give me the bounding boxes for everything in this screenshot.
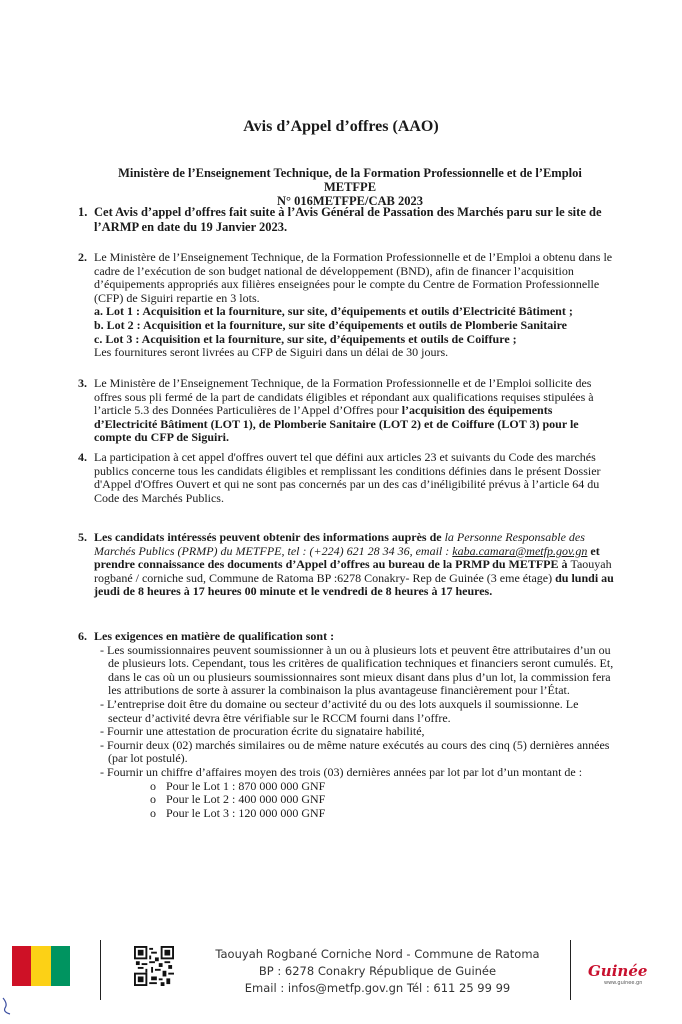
section-number: 1. [78,205,88,219]
section-text: Cet Avis d’appel d’offres fait suite à l’Avis Général de Passation des Marchés paru sur le site de l’ARMP en date du 19 Janvier 2023. [94,205,602,234]
requirement-item: - L’entreprise doit être du domaine ou secteur d’activité du ou des lots auxquels il soumissionne. Le secteur d’activité devra être vérifiable sur le RCCM fourni dans l’offre. [100,696,579,725]
guinee-logo: Guinée [588,962,648,980]
section-number: 3. [78,376,87,390]
requirement-item: - Les soumissionnaires peuvent soumissionner à un ou à plusieurs lots et peuvent être attributaires d’un ou de plusieurs lots. Cependant, tous les critères de qualification techniques et financiers seront cumulés. Et, dans le cas où un ou plusieurs soumissionnaires sont mieux disant dans plus d’un lot, la commission fera les attributions de sorte à assurer la combinaison la plus avantageuse financièrement pour l’État. [100,642,614,698]
amount-item: o Pour le Lot 3 : 120 000 000 GNF [150,805,326,820]
footer-address-line: Taouyah Rogbané Corniche Nord - Commune de Ratoma [215,947,540,961]
section-4 [78,450,614,505]
section-number: 2. [78,250,87,264]
ministry-acronym: METFPE [323,180,377,194]
section-heading: Les exigences en matière de qualification sont : [94,629,335,643]
section-text: Le Ministère de l’Enseignement Technique, de la Formation Professionnelle et de l’Emploi sollicite des offres sous pli fermé de la part de candidats éligibles et répondant aux qualifications requises stipulées à l’article 5.3 des Données Particulières de l’Appel d’Offres pour l’acquisition des équipements d’Electricité Bâtiment (LOT 1), de Plomberie Sanitaire (LOT 2) et de Coiffure (LOT 3) pour le compte du CFP de Siguiri. [94,376,594,445]
ministry-name: Ministère de l’Enseignement Technique, de la Formation Professionnelle et de l’Emploi [118,166,582,180]
amount-item: o Pour le Lot 2 : 400 000 000 GNF [150,792,326,807]
delivery-text: Les fournitures seront livrées au CFP de Siguiri dans un délai de 30 jours. [94,345,449,360]
section-text: Les candidats intéressés peuvent obtenir des informations auprès de la Personne Responsable des Marchés Publics (PRMP) du METFPE, tel : (+224) 621 28 34 36, email : kaba.camara@metfp.gov.gn et prendre connaissance des documents d’Appel d’offres au bureau de la PRMP du METFPE à Taouyah rogbané / corniche sud, Commune de Ratoma BP :6278 Conakry- Rep de Guinée (3 eme étage) du lundi au jeudi de 8 heures à 17 heures 00 minute et le vendredi de 8 heures à 17 heures. [94,530,614,599]
section-number: 4. [78,450,87,464]
lot-2-item: b. Lot 2 : Acquisition et la fourniture, sur site d’équipements et outils de Plomberie Sanitaire [94,317,567,332]
footer-divider [100,940,101,1000]
section-number: 5. [78,530,87,544]
document-title: Avis d’Appel d’offres (AAO) [243,118,439,135]
section-1 [78,205,614,235]
qr-code-icon [134,946,174,986]
lot-3-item: c. Lot 3 : Acquisition et la fourniture, sur site, d’équipements et outils de Coiffure ; [94,331,517,346]
section-text: Le Ministère de l’Enseignement Technique, de la Formation Professionnelle et de l’Emploi a obtenu dans le cadre de l’exécution de son budget national de développement (BND), afin de financer l’acquisition d’équipements appropriés aux filières enseignées pour le compte du Centre de Formation Professionnelle (CFP) de Siguiri repartie en 3 lots. [94,250,613,305]
amount-item: o Pour le Lot 1 : 870 000 000 GNF [150,778,326,793]
footer-address-line: BP : 6278 Conakry République de Guinée [258,964,497,978]
section-number: 6. [78,629,87,643]
footer-divider [570,940,571,1000]
section-5 [78,530,614,599]
guinea-flag-icon [12,946,70,986]
requirement-item: - Fournir deux (02) marchés similaires ou de même nature exécutés au cours des cinq (5) dernières années (par lot postulé). [100,737,610,766]
contact-email-link[interactable]: kaba.camara@metfp.gov.gn [452,543,588,558]
reference-number: N° 016METFPE/CAB 2023 [277,194,423,208]
logo-caption: www.guinee.gn [604,980,643,986]
section-3 [78,376,614,445]
section-2 [78,250,614,360]
section-text: La participation à cet appel d'offres ouvert tel que défini aux articles 23 et suivants du Code des marchés publics concerne tous les candidats éligibles et remplissant les conditions définies dans le présent Dossier d'Appel d'Offres Ouvert et qui ne sont pas concernés par un des cas d’inéligibilité prévus à l’article 64 du Code des Marchés Publics. [94,450,601,505]
footer-address [200,946,555,997]
signature-mark-icon [2,996,12,1016]
requirement-item: - Fournir une attestation de procuration écrite du signataire habilité, [100,724,425,739]
lot-1-item: a. Lot 1 : Acquisition et la fourniture, sur site, d’équipements et outils d’Electricité Bâtiment ; [94,304,573,319]
section-6 [78,629,614,820]
section-bold-text: l’acquisition des équipements d’Electricité Bâtiment (LOT 1), de Plomberie Sanitaire (LOT 2) et de Coiffure (LOT 3) pour le compte du CFP de Siguiri. [94,403,579,445]
footer-contact-line: Email : infos@metfp.gov.gn Tél : 611 25 99 99 [244,981,511,995]
circle-bullet-icon: o [150,778,156,793]
circle-bullet-icon: o [150,805,156,820]
circle-bullet-icon: o [150,792,156,807]
requirement-item: - Fournir un chiffre d’affaires moyen des trois (03) dernières années par lot par lot d’un montant de : [100,764,583,779]
